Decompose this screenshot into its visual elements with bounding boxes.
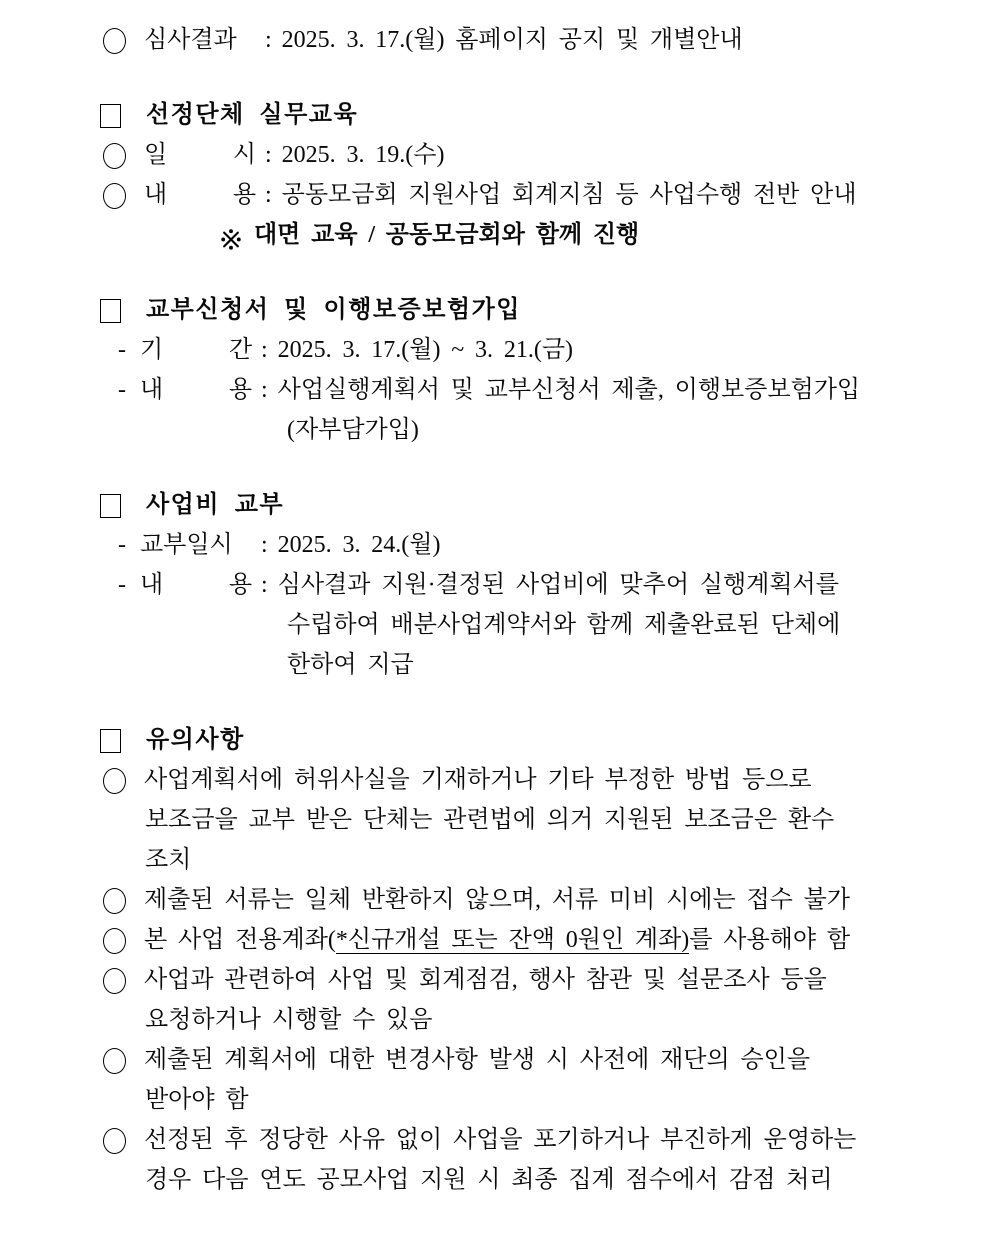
item-label: 내 용: [140, 377, 252, 403]
item-label: 내 용: [140, 572, 252, 598]
line-text: 제출된 서류는 일체 반환하지 않으며, 서류 미비 시에는 접수 불가: [144, 887, 850, 913]
circle-bullet-icon: [103, 888, 126, 914]
item-label: 기 간: [140, 337, 252, 363]
line-text: 유의사항: [146, 727, 245, 753]
line-text: 제출된 계획서에 대한 변경사항 발생 시 사전에 재단의 승인을: [144, 1047, 810, 1073]
disbursement-date-item: [100, 525, 922, 565]
training-content-item: [100, 175, 922, 215]
line-text: 선정단체 실무교육: [146, 102, 359, 128]
line-text: 사업비 교부: [146, 492, 285, 518]
disbursement-content-continuation: [100, 645, 922, 685]
line-text: 보조금을 교부 받은 단체는 관련법에 의거 지원된 보조금은 환수: [145, 807, 835, 833]
line-text: 2025. 3. 19.(수): [281, 142, 445, 168]
dash-bullet-icon: -: [118, 337, 126, 363]
caution-false-statement-item: [100, 760, 922, 800]
caution-abandonment-continuation: [100, 1160, 922, 1200]
label-colon: :: [261, 337, 268, 363]
caution-false-statement-continuation: [100, 840, 922, 880]
label-colon: :: [265, 182, 272, 208]
section-header-selected-org-training: [100, 95, 922, 135]
square-bullet-icon: [100, 299, 121, 323]
circle-bullet-icon: [103, 968, 126, 994]
training-datetime-item: [100, 135, 922, 175]
section-header-grant-application-insurance: [100, 290, 922, 330]
circle-bullet-icon: [103, 1048, 126, 1074]
item-label: 일 시: [144, 142, 256, 168]
square-bullet-icon: [100, 104, 121, 128]
caution-inspection-item: [100, 960, 922, 1000]
caution-dedicated-account-item: [100, 920, 922, 960]
circle-bullet-icon: [103, 183, 126, 209]
disbursement-content-continuation: [100, 605, 922, 645]
line-text: 수립하여 배분사업계약서와 함께 제출완료된 단체에: [287, 612, 841, 638]
application-content-item: [100, 370, 922, 410]
caution-no-return-item: [100, 880, 922, 920]
item-label: 심사결과: [144, 27, 237, 53]
line-text: 받아야 함: [145, 1087, 249, 1113]
item-label: 내 용: [144, 182, 256, 208]
section-header-fund-disbursement: [100, 485, 922, 525]
ref-bullet-icon: [220, 223, 244, 247]
square-bullet-icon: [100, 729, 121, 753]
label-colon: :: [265, 27, 272, 53]
section-header-cautions: [100, 720, 922, 760]
circle-bullet-icon: [103, 1128, 126, 1154]
line-text: (자부담가입): [287, 417, 419, 443]
line-text: 2025. 3. 24.(월): [277, 532, 441, 558]
dash-bullet-icon: -: [118, 532, 126, 558]
training-method-note: [100, 215, 922, 255]
label-colon: :: [261, 532, 268, 558]
line-text: 조치: [145, 847, 192, 873]
line-text: 한하여 지급: [287, 652, 414, 678]
disbursement-content-item: [100, 565, 922, 605]
result-announcement-item: [100, 20, 922, 60]
line-text: 대면 교육 / 공동모금회와 함께 진행: [254, 222, 640, 248]
line-text: 2025. 3. 17.(월) ~ 3. 21.(금): [277, 337, 573, 363]
line-text: 사업계획서에 허위사실을 기재하거나 기타 부정한 방법 등으로: [144, 767, 812, 793]
line-text: 본 사업 전용계좌(*신규개설 또는 잔액 0원인 계좌)를 사용해야 함: [144, 927, 851, 953]
label-colon: :: [261, 572, 268, 598]
label-colon: :: [261, 377, 268, 403]
line-text: 선정된 후 정당한 사유 없이 사업을 포기하거나 부진하게 운영하는: [144, 1127, 857, 1153]
application-content-continuation: [100, 410, 922, 450]
line-text: 요청하거나 시행할 수 있음: [145, 1007, 433, 1033]
square-bullet-icon: [100, 494, 121, 518]
circle-bullet-icon: [103, 28, 126, 54]
line-text: 심사결과 지원·결정된 사업비에 맞추어 실행계획서를: [277, 572, 839, 598]
line-text: 교부신청서 및 이행보증보험가입: [146, 297, 521, 323]
item-label: 교부일시: [140, 532, 233, 558]
line-text: 2025. 3. 17.(월) 홈페이지 공지 및 개별안내: [281, 27, 743, 53]
caution-abandonment-item: [100, 1120, 922, 1160]
caution-change-approval-item: [100, 1040, 922, 1080]
circle-bullet-icon: [103, 768, 126, 794]
line-text: 공동모금회 지원사업 회계지침 등 사업수행 전반 안내: [281, 182, 857, 208]
caution-change-approval-continuation: [100, 1080, 922, 1120]
dash-bullet-icon: -: [118, 377, 126, 403]
label-colon: :: [265, 142, 272, 168]
circle-bullet-icon: [103, 928, 126, 954]
caution-false-statement-continuation: [100, 800, 922, 840]
dash-bullet-icon: -: [118, 572, 126, 598]
caution-inspection-continuation: [100, 1000, 922, 1040]
line-text: 경우 다음 연도 공모사업 지원 시 최종 집계 점수에서 감점 처리: [145, 1167, 833, 1193]
line-text: 사업실행계획서 및 교부신청서 제출, 이행보증보험가입: [277, 377, 861, 403]
circle-bullet-icon: [103, 143, 126, 169]
application-period-item: [100, 330, 922, 370]
line-text: 사업과 관련하여 사업 및 회계점검, 행사 참관 및 설문조사 등을: [144, 967, 827, 993]
